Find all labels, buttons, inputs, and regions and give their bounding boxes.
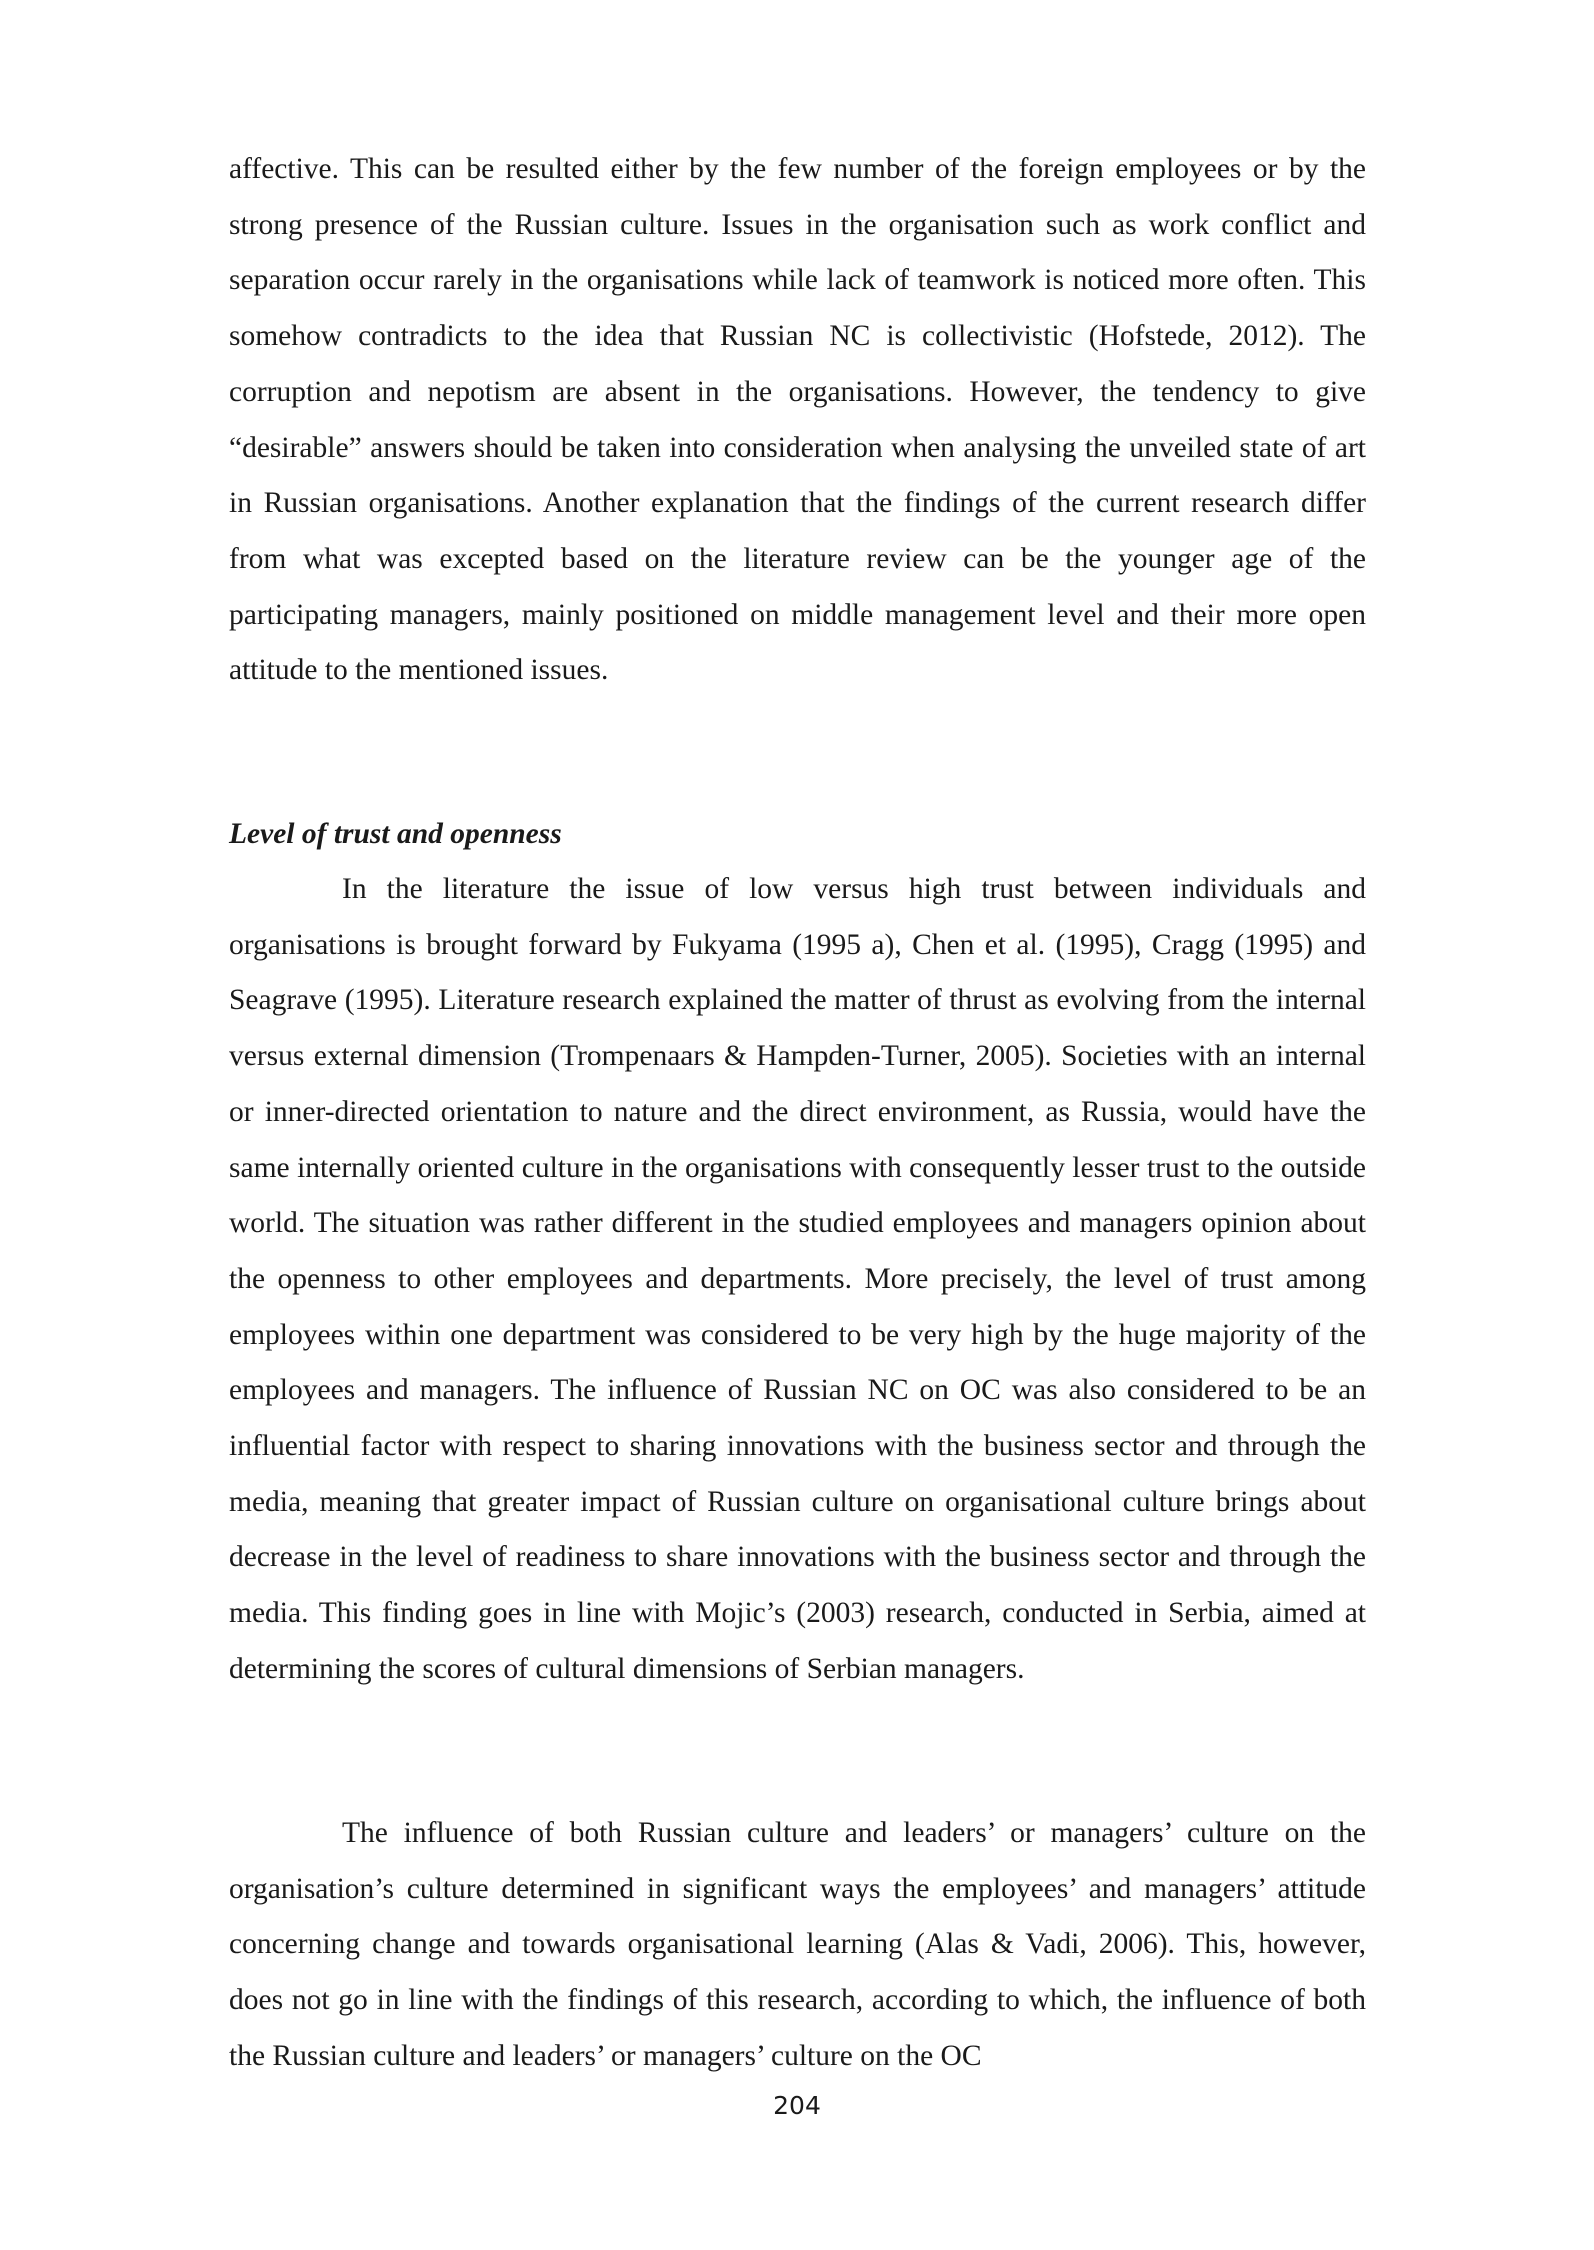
paragraph-text: The influence of both Russian culture and leaders’ or managers’ culture on the organisation’s culture determined in significant ways the employees’ and managers’ attitude concerning change and towards organisational learning (Alas & Vadi, 2006). This, however, does not go in line with the findings of this research, according to which, the influence of both the Russian culture and leaders’ or managers’ culture on the OC (229, 1817, 1366, 2072)
body-paragraph (229, 142, 1366, 699)
page-number: 204 (773, 2091, 821, 2120)
section-heading: Level of trust and openness (229, 818, 562, 850)
body-paragraph (229, 1806, 1366, 2085)
paragraph-text: In the literature the issue of low versus high trust between individuals and organisations is brought forward by Fukyama (1995 a), Chen et al. (1995), Cragg (1995) and Seagrave (1995). Literature research explained the matter of thrust as evolving from the internal versus external dimension (Trompenaars & Hampden-Turner, 2005). Societies with an internal or inner-directed orientation to nature and the direct environment, as Russia, would have the same internally oriented culture in the organisations with consequently lesser trust to the outside world. The situation was rather different in the studied employees and managers opinion about the openness to other employees and departments. More precisely, the level of trust among employees within one department was considered to be very high by the huge majority of the employees and managers. The influence of Russian NC on OC was also considered to be an influential factor with respect to sharing innovations with the business sector and through the media, meaning that greater impact of Russian culture on organisational culture brings about decrease in the level of readiness to share innovations with the business sector and through the media. This finding goes in line with Mojic’s (2003) research, conducted in Serbia, aimed at determining the scores of cultural dimensions of Serbian managers. (229, 873, 1366, 1685)
body-paragraph (229, 862, 1366, 1698)
paragraph-text: affective. This can be resulted either by the few number of the foreign employees or by the strong presence of the Russian culture. Issues in the organisation such as work conflict and separation occur rarely in the organisations while lack of teamwork is noticed more often. This somehow contradicts to the idea that Russian NC is collectivistic (Hofstede, 2012). The corruption and nepotism are absent in the organisations. However, the tendency to give “desirable” answers should be taken into consideration when analysing the unveiled state of art in Russian organisations. Another explanation that the findings of the current research differ from what was excepted based on the literature review can be the younger age of the participating managers, mainly positioned on middle management level and their more open attitude to the mentioned issues. (229, 153, 1366, 687)
